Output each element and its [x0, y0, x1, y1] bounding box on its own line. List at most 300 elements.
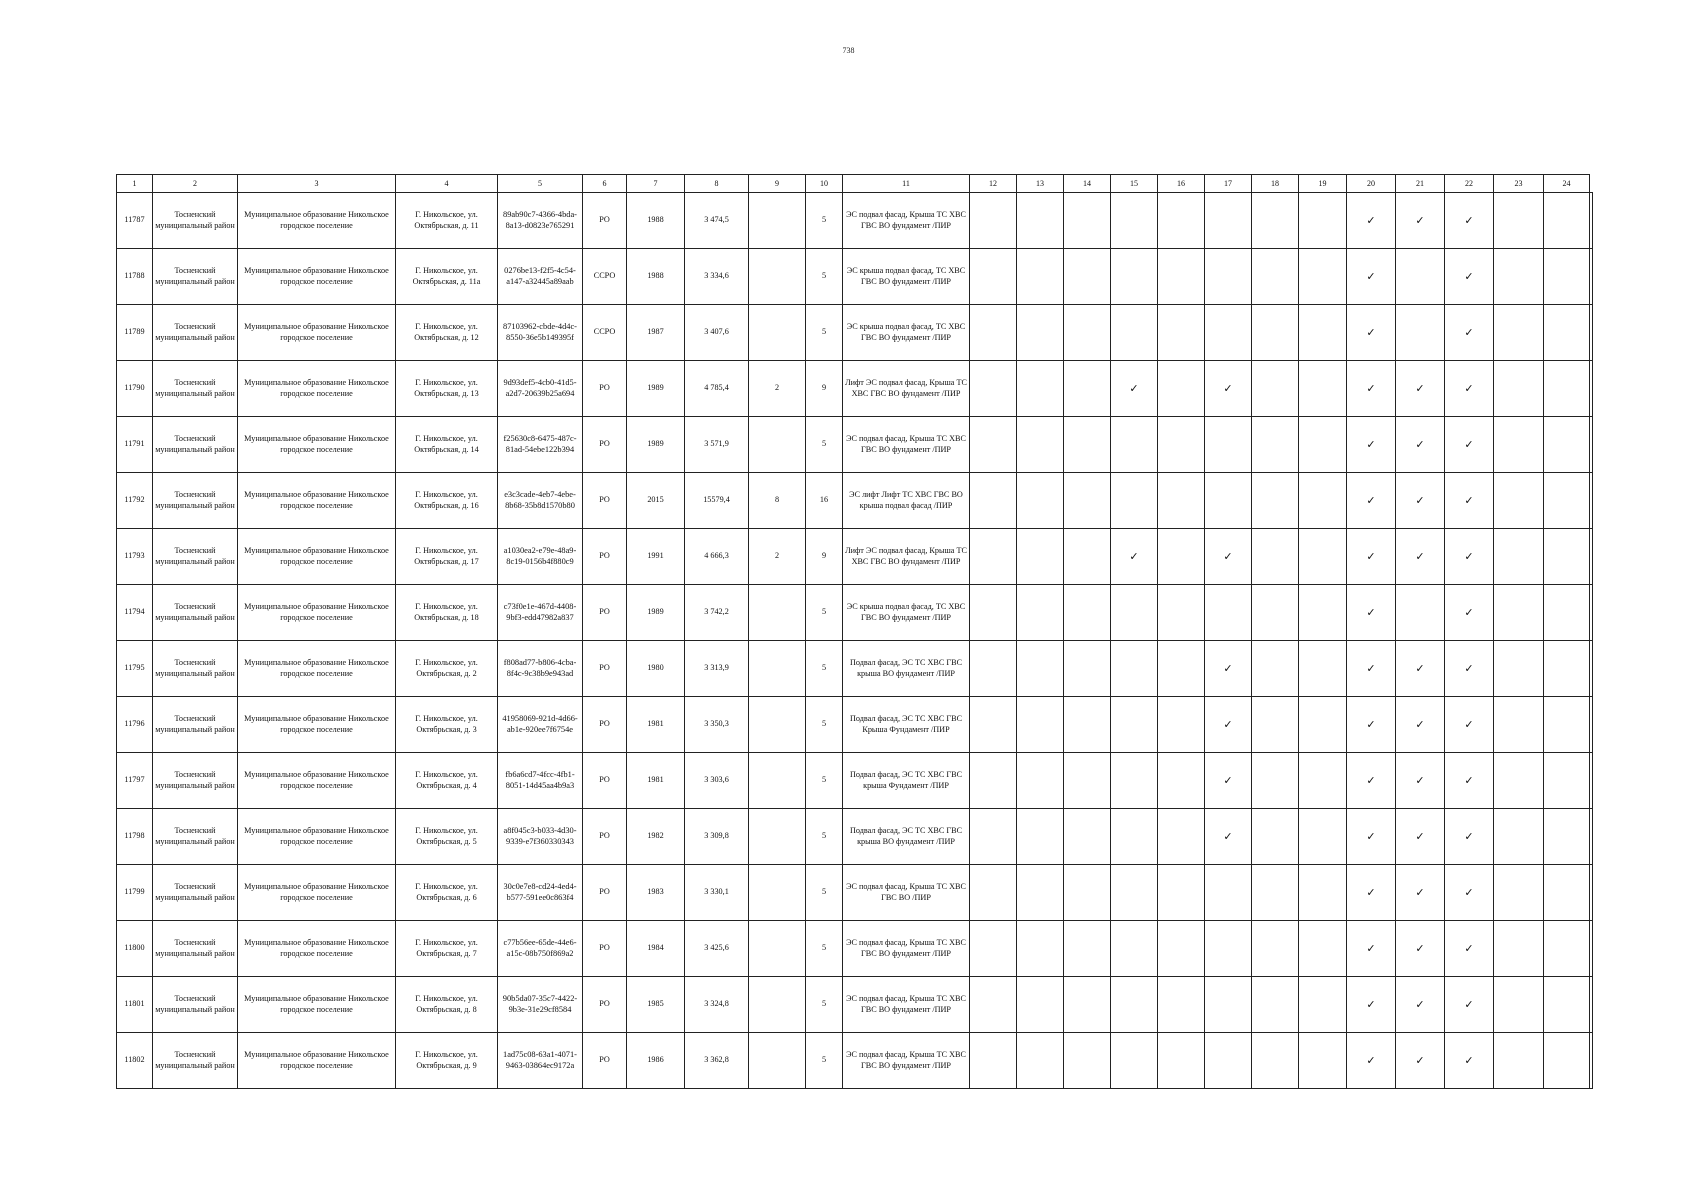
check-cell: ✓: [1205, 753, 1252, 809]
check-cell: [970, 361, 1017, 417]
fund-type-cell: РО: [583, 697, 627, 753]
col9-cell: [749, 921, 806, 977]
address-cell: Г. Никольское, ул. Октябрьская, д. 6: [396, 865, 498, 921]
column-header: 24: [1544, 175, 1590, 193]
check-cell: [1111, 417, 1158, 473]
col10-cell: 5: [806, 809, 843, 865]
building-id-cell: 87103962-cbde-4d4c-8550-36e5b149395f: [498, 305, 583, 361]
check-cell: [1252, 753, 1299, 809]
check-cell: [1158, 585, 1205, 641]
column-header: 4: [396, 175, 498, 193]
check-cell: ✓: [1347, 417, 1396, 473]
check-cell: [1590, 865, 1593, 921]
check-cell: ✓: [1445, 473, 1494, 529]
check-cell: [1158, 697, 1205, 753]
table-row: [117, 753, 1593, 809]
check-cell: [970, 585, 1017, 641]
building-id-cell: a1030ea2-e79e-48a9-8c19-0156b4f880c9: [498, 529, 583, 585]
works-cell: ЭС подвал фасад, Крыша ТС ХВС ГВС ВО фундамент /ПИР: [843, 921, 970, 977]
check-cell: [1299, 753, 1347, 809]
check-cell: ✓: [1205, 361, 1252, 417]
check-cell: ✓: [1445, 697, 1494, 753]
check-cell: [1590, 697, 1593, 753]
check-cell: [1299, 977, 1347, 1033]
fund-type-cell: РО: [583, 473, 627, 529]
building-id-cell: 41958069-921d-4d66-ab1e-920ee7f6754e: [498, 697, 583, 753]
check-cell: [1544, 809, 1590, 865]
row-number-cell: 11793: [117, 529, 153, 585]
check-cell: [1111, 473, 1158, 529]
district-cell: Тосненский муниципальный район: [153, 921, 238, 977]
check-cell: [970, 305, 1017, 361]
col9-cell: [749, 809, 806, 865]
check-cell: ✓: [1347, 977, 1396, 1033]
check-cell: [1544, 865, 1590, 921]
check-cell: [1064, 305, 1111, 361]
check-cell: [1494, 249, 1544, 305]
page-number: 738: [842, 46, 855, 55]
table-row: [117, 417, 1593, 473]
district-cell: Тосненский муниципальный район: [153, 417, 238, 473]
address-cell: Г. Никольское, ул. Октябрьская, д. 17: [396, 529, 498, 585]
column-header: 7: [627, 175, 685, 193]
check-cell: [1252, 305, 1299, 361]
area-cell: 15579,4: [685, 473, 749, 529]
column-header: 18: [1252, 175, 1299, 193]
address-cell: Г. Никольское, ул. Октябрьская, д. 8: [396, 977, 498, 1033]
check-cell: ✓: [1347, 641, 1396, 697]
check-cell: ✓: [1347, 585, 1396, 641]
col9-cell: [749, 697, 806, 753]
col10-cell: 5: [806, 921, 843, 977]
check-cell: [1299, 249, 1347, 305]
area-cell: 3 303,6: [685, 753, 749, 809]
check-cell: [1111, 697, 1158, 753]
check-cell: [1111, 305, 1158, 361]
check-cell: [1064, 1033, 1111, 1089]
check-cell: [970, 753, 1017, 809]
check-cell: [1111, 585, 1158, 641]
table-row: [117, 361, 1593, 417]
year-cell: 1989: [627, 417, 685, 473]
check-cell: ✓: [1396, 529, 1445, 585]
address-cell: Г. Никольское, ул. Октябрьская, д. 2: [396, 641, 498, 697]
check-cell: ✓: [1396, 473, 1445, 529]
check-cell: [1252, 921, 1299, 977]
row-number-cell: 11792: [117, 473, 153, 529]
area-cell: 3 309,8: [685, 809, 749, 865]
col10-cell: 9: [806, 529, 843, 585]
building-id-cell: f808ad77-b806-4cba-8f4c-9c38b9e943ad: [498, 641, 583, 697]
check-cell: [1494, 641, 1544, 697]
check-cell: [970, 641, 1017, 697]
col10-cell: 5: [806, 249, 843, 305]
works-cell: Лифт ЭС подвал фасад, Крыша ТС ХВС ГВС ВО фундамент /ПИР: [843, 361, 970, 417]
check-cell: [1544, 417, 1590, 473]
building-id-cell: 1ad75c08-63a1-4071-9463-03864ec9172a: [498, 1033, 583, 1089]
check-cell: [1252, 249, 1299, 305]
check-cell: ✓: [1396, 641, 1445, 697]
check-cell: [1205, 1033, 1252, 1089]
check-cell: [1205, 193, 1252, 249]
year-cell: 1981: [627, 697, 685, 753]
area-cell: 3 313,9: [685, 641, 749, 697]
check-cell: [1544, 1033, 1590, 1089]
check-cell: [1205, 305, 1252, 361]
check-cell: ✓: [1396, 977, 1445, 1033]
municipality-cell: Муниципальное образование Никольское городское поселение: [238, 865, 396, 921]
municipality-cell: Муниципальное образование Никольское городское поселение: [238, 1033, 396, 1089]
check-cell: [1158, 473, 1205, 529]
check-cell: [1158, 977, 1205, 1033]
check-cell: [1544, 193, 1590, 249]
works-cell: ЭС лифт Лифт ТС ХВС ГВС ВО крыша подвал фасад /ПИР: [843, 473, 970, 529]
district-cell: Тосненский муниципальный район: [153, 641, 238, 697]
check-cell: [1299, 809, 1347, 865]
district-cell: Тосненский муниципальный район: [153, 977, 238, 1033]
check-cell: [1252, 1033, 1299, 1089]
district-cell: Тосненский муниципальный район: [153, 305, 238, 361]
check-cell: [1064, 977, 1111, 1033]
check-cell: ✓: [1445, 1033, 1494, 1089]
address-cell: Г. Никольское, ул. Октябрьская, д. 18: [396, 585, 498, 641]
column-header: 12: [970, 175, 1017, 193]
year-cell: 1985: [627, 977, 685, 1033]
year-cell: 1980: [627, 641, 685, 697]
works-cell: ЭС крыша подвал фасад, ТС ХВС ГВС ВО фундамент /ПИР: [843, 249, 970, 305]
check-cell: [1494, 361, 1544, 417]
check-cell: ✓: [1445, 417, 1494, 473]
district-cell: Тосненский муниципальный район: [153, 193, 238, 249]
check-cell: ✓: [1445, 361, 1494, 417]
address-cell: Г. Никольское, ул. Октябрьская, д. 12: [396, 305, 498, 361]
row-number-cell: 11796: [117, 697, 153, 753]
check-cell: ✓: [1111, 361, 1158, 417]
check-cell: [1544, 473, 1590, 529]
row-number-cell: 11797: [117, 753, 153, 809]
address-cell: Г. Никольское, ул. Октябрьская, д. 5: [396, 809, 498, 865]
row-number-cell: 11801: [117, 977, 153, 1033]
check-cell: [1064, 529, 1111, 585]
col10-cell: 5: [806, 753, 843, 809]
municipality-cell: Муниципальное образование Никольское городское поселение: [238, 305, 396, 361]
check-cell: [1158, 1033, 1205, 1089]
fund-type-cell: РО: [583, 977, 627, 1033]
fund-type-cell: РО: [583, 529, 627, 585]
check-cell: [1205, 473, 1252, 529]
check-cell: [970, 921, 1017, 977]
check-cell: [1064, 641, 1111, 697]
check-cell: ✓: [1347, 361, 1396, 417]
check-cell: [1064, 361, 1111, 417]
check-cell: ✓: [1396, 921, 1445, 977]
check-cell: [1494, 529, 1544, 585]
row-number-cell: 11787: [117, 193, 153, 249]
check-cell: ✓: [1347, 921, 1396, 977]
check-cell: [1590, 193, 1593, 249]
address-cell: Г. Никольское, ул. Октябрьская, д. 9: [396, 1033, 498, 1089]
col9-cell: [749, 585, 806, 641]
area-cell: 3 742,2: [685, 585, 749, 641]
check-cell: [1111, 641, 1158, 697]
col10-cell: 5: [806, 305, 843, 361]
check-cell: [1017, 249, 1064, 305]
check-cell: [1299, 641, 1347, 697]
check-cell: [1205, 977, 1252, 1033]
check-cell: ✓: [1445, 305, 1494, 361]
table-row: [117, 193, 1593, 249]
building-id-cell: 89ab90c7-4366-4bda-8a13-d0823e765291: [498, 193, 583, 249]
check-cell: [1396, 249, 1445, 305]
works-cell: ЭС подвал фасад, Крыша ТС ХВС ГВС ВО фундамент /ПИР: [843, 417, 970, 473]
year-cell: 1986: [627, 1033, 685, 1089]
building-id-cell: fb6a6cd7-4fcc-4fb1-8051-14d45aa4b9a3: [498, 753, 583, 809]
check-cell: [1252, 417, 1299, 473]
year-cell: 2015: [627, 473, 685, 529]
check-cell: [1590, 529, 1593, 585]
building-id-cell: 90b5da07-35c7-4422-9b3e-31e29cf8584: [498, 977, 583, 1033]
check-cell: [1299, 473, 1347, 529]
table-row: [117, 305, 1593, 361]
check-cell: [1064, 249, 1111, 305]
check-cell: ✓: [1396, 361, 1445, 417]
check-cell: ✓: [1445, 193, 1494, 249]
table-row: [117, 697, 1593, 753]
works-cell: Подвал фасад, ЭС ТС ХВС ГВС крыша Фундамент /ПИР: [843, 753, 970, 809]
check-cell: [1590, 473, 1593, 529]
table-row: [117, 473, 1593, 529]
col10-cell: 5: [806, 585, 843, 641]
column-header: 2: [153, 175, 238, 193]
row-number-cell: 11800: [117, 921, 153, 977]
column-header: 11: [843, 175, 970, 193]
check-cell: ✓: [1347, 305, 1396, 361]
check-cell: [1017, 977, 1064, 1033]
check-cell: ✓: [1347, 1033, 1396, 1089]
municipality-cell: Муниципальное образование Никольское городское поселение: [238, 585, 396, 641]
building-id-cell: 30c0e7e8-cd24-4ed4-b577-591ee0c863f4: [498, 865, 583, 921]
building-id-cell: 9d93def5-4cb0-41d5-a2d7-20639b25a694: [498, 361, 583, 417]
check-cell: [1064, 585, 1111, 641]
check-cell: [1590, 921, 1593, 977]
district-cell: Тосненский муниципальный район: [153, 809, 238, 865]
address-cell: Г. Никольское, ул. Октябрьская, д. 7: [396, 921, 498, 977]
address-cell: Г. Никольское, ул. Октябрьская, д. 16: [396, 473, 498, 529]
col10-cell: 5: [806, 1033, 843, 1089]
table-row: [117, 865, 1593, 921]
check-cell: ✓: [1205, 697, 1252, 753]
column-header: 22: [1445, 175, 1494, 193]
check-cell: ✓: [1347, 753, 1396, 809]
check-cell: [1494, 473, 1544, 529]
fund-type-cell: РО: [583, 585, 627, 641]
column-header: 21: [1396, 175, 1445, 193]
check-cell: ✓: [1347, 193, 1396, 249]
check-cell: ✓: [1396, 697, 1445, 753]
col10-cell: 5: [806, 193, 843, 249]
check-cell: ✓: [1205, 641, 1252, 697]
check-cell: [1494, 193, 1544, 249]
year-cell: 1989: [627, 361, 685, 417]
column-header: 19: [1299, 175, 1347, 193]
check-cell: [1158, 305, 1205, 361]
row-number-cell: 11789: [117, 305, 153, 361]
check-cell: [1544, 249, 1590, 305]
table-body: [117, 193, 1593, 1089]
check-cell: [970, 249, 1017, 305]
check-cell: ✓: [1445, 753, 1494, 809]
building-id-cell: c77b56ee-65de-44e6-a15c-08b750f869a2: [498, 921, 583, 977]
check-cell: [1064, 417, 1111, 473]
check-cell: [1494, 753, 1544, 809]
col9-cell: [749, 1033, 806, 1089]
area-cell: 3 334,6: [685, 249, 749, 305]
fund-type-cell: РО: [583, 361, 627, 417]
check-cell: [1396, 585, 1445, 641]
check-cell: [1064, 473, 1111, 529]
works-cell: ЭС крыша подвал фасад, ТС ХВС ГВС ВО фундамент /ПИР: [843, 585, 970, 641]
area-cell: 3 425,6: [685, 921, 749, 977]
fund-type-cell: РО: [583, 641, 627, 697]
year-cell: 1983: [627, 865, 685, 921]
check-cell: [1494, 921, 1544, 977]
column-header: 1: [117, 175, 153, 193]
col9-cell: [749, 865, 806, 921]
area-cell: 3 350,3: [685, 697, 749, 753]
area-cell: 4 785,4: [685, 361, 749, 417]
check-cell: [1544, 753, 1590, 809]
check-cell: ✓: [1445, 529, 1494, 585]
works-cell: ЭС подвал фасад, Крыша ТС ХВС ГВС ВО фундамент /ПИР: [843, 193, 970, 249]
table-row: [117, 249, 1593, 305]
address-cell: Г. Никольское, ул. Октябрьская, д. 13: [396, 361, 498, 417]
col9-cell: 2: [749, 361, 806, 417]
check-cell: ✓: [1445, 249, 1494, 305]
check-cell: [1017, 529, 1064, 585]
fund-type-cell: РО: [583, 865, 627, 921]
district-cell: Тосненский муниципальный район: [153, 585, 238, 641]
check-cell: [1158, 417, 1205, 473]
check-cell: [1111, 249, 1158, 305]
fund-type-cell: РО: [583, 193, 627, 249]
column-header: 17: [1205, 175, 1252, 193]
check-cell: [1158, 809, 1205, 865]
column-header: 8: [685, 175, 749, 193]
municipality-cell: Муниципальное образование Никольское городское поселение: [238, 529, 396, 585]
row-number-cell: 11795: [117, 641, 153, 697]
area-cell: 3 407,6: [685, 305, 749, 361]
check-cell: [1017, 641, 1064, 697]
check-cell: [1064, 809, 1111, 865]
check-cell: [1544, 697, 1590, 753]
building-id-cell: a8f045c3-b033-4d30-9339-e7f360330343: [498, 809, 583, 865]
check-cell: [1017, 417, 1064, 473]
municipality-cell: Муниципальное образование Никольское городское поселение: [238, 977, 396, 1033]
col9-cell: 8: [749, 473, 806, 529]
col9-cell: [749, 977, 806, 1033]
check-cell: [1252, 809, 1299, 865]
check-cell: [1017, 361, 1064, 417]
row-number-cell: 11790: [117, 361, 153, 417]
check-cell: [1252, 585, 1299, 641]
column-header: 5: [498, 175, 583, 193]
municipality-cell: Муниципальное образование Никольское городское поселение: [238, 753, 396, 809]
building-id-cell: 0276be13-f2f5-4c54-a147-a32445a89aab: [498, 249, 583, 305]
check-cell: [1252, 529, 1299, 585]
check-cell: [1299, 417, 1347, 473]
check-cell: [1158, 753, 1205, 809]
check-cell: [1590, 249, 1593, 305]
year-cell: 1988: [627, 193, 685, 249]
col9-cell: [749, 641, 806, 697]
check-cell: [1299, 921, 1347, 977]
address-cell: Г. Никольское, ул. Октябрьская, д. 11а: [396, 249, 498, 305]
check-cell: ✓: [1396, 809, 1445, 865]
col9-cell: 2: [749, 529, 806, 585]
check-cell: ✓: [1396, 865, 1445, 921]
check-cell: [970, 977, 1017, 1033]
check-cell: [1494, 977, 1544, 1033]
check-cell: [1111, 809, 1158, 865]
check-cell: [1544, 585, 1590, 641]
area-cell: 3 324,8: [685, 977, 749, 1033]
check-cell: [1299, 361, 1347, 417]
check-cell: [970, 865, 1017, 921]
check-cell: [1494, 865, 1544, 921]
col9-cell: [749, 193, 806, 249]
works-cell: Подвал фасад, ЭС ТС ХВС ГВС Крыша Фундамент /ПИР: [843, 697, 970, 753]
works-cell: ЭС крыша подвал фасад, ТС ХВС ГВС ВО фундамент /ПИР: [843, 305, 970, 361]
check-cell: [1111, 865, 1158, 921]
area-cell: 3 362,8: [685, 1033, 749, 1089]
municipality-cell: Муниципальное образование Никольское городское поселение: [238, 641, 396, 697]
check-cell: [1494, 585, 1544, 641]
district-cell: Тосненский муниципальный район: [153, 473, 238, 529]
check-cell: [1544, 305, 1590, 361]
col10-cell: 9: [806, 361, 843, 417]
col9-cell: [749, 305, 806, 361]
works-cell: Подвал фасад, ЭС ТС ХВС ГВС крыша ВО фундамент /ПИР: [843, 641, 970, 697]
column-header: 6: [583, 175, 627, 193]
check-cell: [1494, 809, 1544, 865]
check-cell: [1252, 865, 1299, 921]
check-cell: [1590, 305, 1593, 361]
check-cell: [1158, 529, 1205, 585]
check-cell: [1205, 921, 1252, 977]
check-cell: [1590, 585, 1593, 641]
municipality-cell: Муниципальное образование Никольское городское поселение: [238, 473, 396, 529]
check-cell: [1158, 193, 1205, 249]
check-cell: [1590, 417, 1593, 473]
table-row: [117, 921, 1593, 977]
check-cell: [970, 529, 1017, 585]
column-header: 23: [1494, 175, 1544, 193]
col9-cell: [749, 753, 806, 809]
check-cell: [1017, 473, 1064, 529]
check-cell: ✓: [1111, 529, 1158, 585]
column-header: 16: [1158, 175, 1205, 193]
check-cell: [1590, 641, 1593, 697]
year-cell: 1991: [627, 529, 685, 585]
check-cell: [1494, 1033, 1544, 1089]
col10-cell: 16: [806, 473, 843, 529]
check-cell: [1396, 305, 1445, 361]
check-cell: [1111, 977, 1158, 1033]
check-cell: ✓: [1396, 1033, 1445, 1089]
district-cell: Тосненский муниципальный район: [153, 1033, 238, 1089]
check-cell: [1017, 865, 1064, 921]
municipality-cell: Муниципальное образование Никольское городское поселение: [238, 417, 396, 473]
